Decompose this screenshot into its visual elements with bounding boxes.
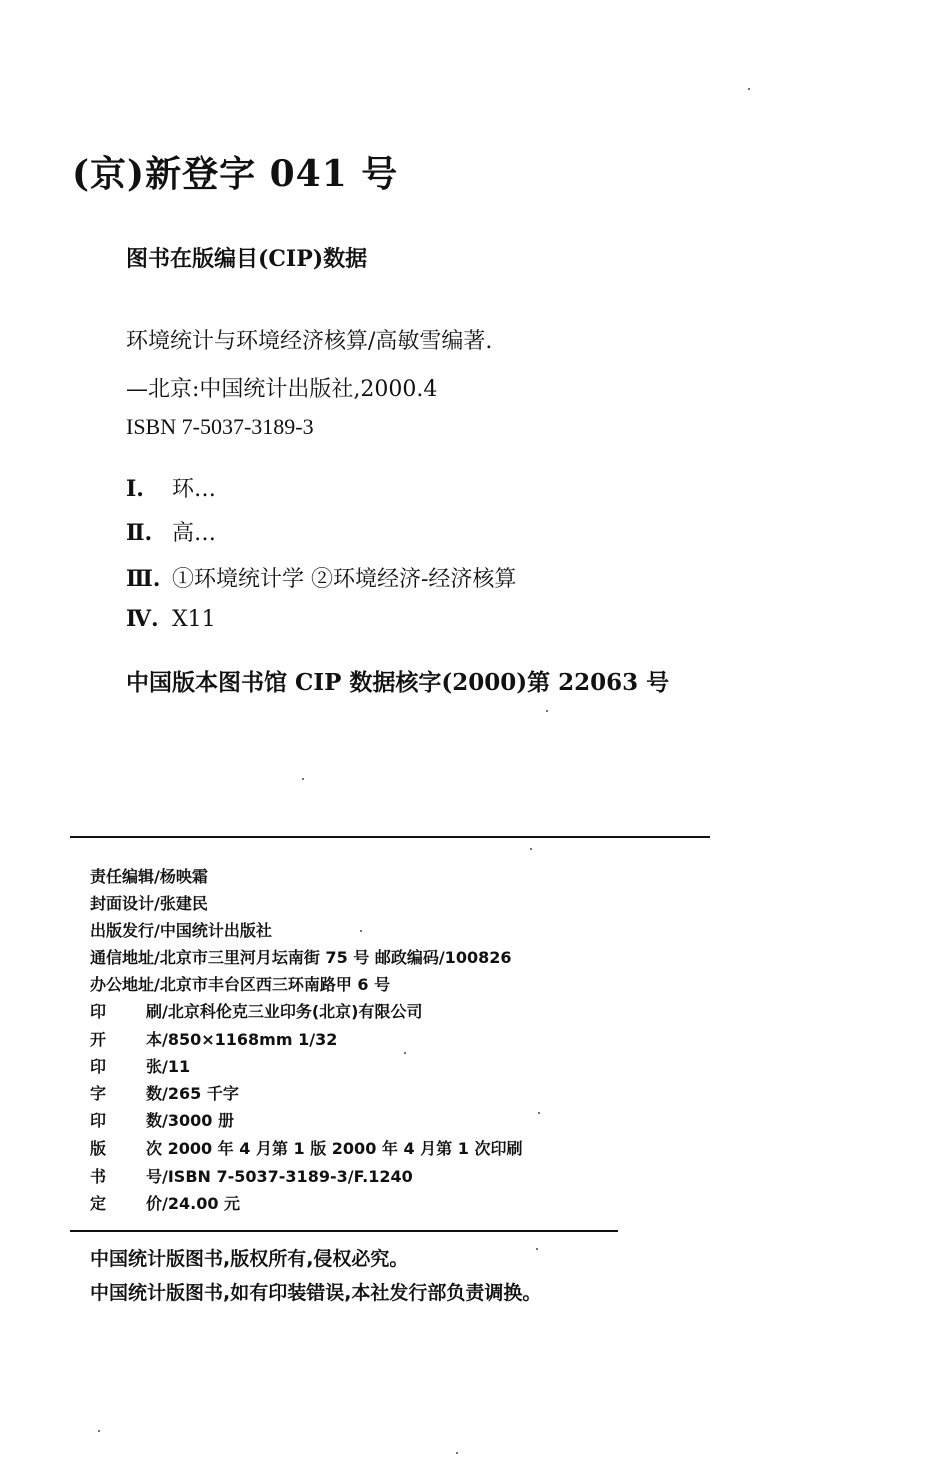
cip-index-entry bbox=[126, 516, 216, 547]
imprint-label: 封面设计/ bbox=[90, 894, 160, 913]
imprint-label: 责任编辑/ bbox=[90, 867, 160, 886]
imprint-row bbox=[90, 1136, 522, 1159]
imprint-label: 印 bbox=[90, 1057, 107, 1076]
registration-number: (京)新登字 041 号 bbox=[72, 153, 399, 195]
index-text: X11 bbox=[172, 607, 216, 632]
imprint-row bbox=[90, 1108, 234, 1131]
scan-speck bbox=[546, 710, 548, 712]
cip-isbn-line: ISBN 7-5037-3189-3 bbox=[126, 414, 314, 439]
imprint-value: 数/3000 册 bbox=[146, 1111, 234, 1130]
imprint-value: 张建民 bbox=[159, 894, 208, 913]
scan-speck bbox=[538, 1112, 540, 1114]
imprint-row bbox=[90, 972, 390, 995]
cip-check-number: 中国版本图书馆 CIP 数据核字(2000)第 22063 号 bbox=[126, 669, 670, 696]
index-numeral: Ⅰ. bbox=[126, 476, 144, 502]
imprint-row bbox=[90, 864, 208, 887]
imprint-label: 书 bbox=[90, 1167, 107, 1186]
imprint-value: 张/11 bbox=[146, 1057, 191, 1076]
cip-publisher-line: —北京:中国统计出版社,2000.4 bbox=[126, 377, 438, 402]
index-text: ①环境统计学 ②环境经济-经济核算 bbox=[172, 567, 517, 592]
imprint-value: 刷/北京科伦克三业印务(北京)有限公司 bbox=[146, 1002, 423, 1021]
bottom-divider bbox=[70, 1230, 618, 1232]
cip-heading: 图书在版编目(CIP)数据 bbox=[126, 246, 368, 272]
index-numeral: Ⅱ. bbox=[126, 520, 153, 546]
imprint-label: 办公地址/ bbox=[90, 975, 160, 994]
cip-index-entry bbox=[126, 562, 516, 593]
imprint-label: 出版发行/ bbox=[90, 921, 160, 940]
imprint-row bbox=[90, 999, 422, 1022]
imprint-value: 号/ISBN 7-5037-3189-3/F.1240 bbox=[146, 1167, 413, 1186]
imprint-row bbox=[90, 1191, 240, 1214]
imprint-row bbox=[90, 1054, 190, 1077]
imprint-row bbox=[90, 945, 511, 968]
index-text: 环… bbox=[172, 477, 217, 502]
misprint-notice: 中国统计版图书,如有印装错误,本社发行部负责调换。 bbox=[90, 1282, 542, 1304]
imprint-value: 杨映霜 bbox=[159, 867, 208, 886]
top-divider bbox=[70, 836, 710, 838]
imprint-row bbox=[90, 918, 272, 941]
scan-speck bbox=[98, 1430, 100, 1432]
imprint-label: 印 bbox=[90, 1111, 107, 1130]
imprint-value: 次 2000 年 4 月第 1 版 2000 年 4 月第 1 次印刷 bbox=[146, 1139, 523, 1158]
imprint-label: 字 bbox=[90, 1084, 107, 1103]
imprint-row bbox=[90, 1081, 239, 1104]
imprint-value: 北京市三里河月坛南街 75 号 邮政编码/100826 bbox=[159, 948, 512, 967]
scan-speck bbox=[404, 1052, 406, 1054]
copyright-notice: 中国统计版图书,版权所有,侵权必究。 bbox=[90, 1248, 409, 1270]
imprint-value: 北京市丰台区西三环南路甲 6 号 bbox=[159, 975, 391, 994]
index-text: 高… bbox=[172, 521, 217, 546]
imprint-label: 通信地址/ bbox=[90, 948, 160, 967]
cip-index-entry bbox=[126, 606, 216, 632]
imprint-label: 版 bbox=[90, 1139, 107, 1158]
scan-speck bbox=[748, 88, 750, 90]
imprint-label: 定 bbox=[90, 1194, 107, 1213]
imprint-value: 中国统计出版社 bbox=[159, 921, 272, 940]
imprint-row bbox=[90, 891, 208, 914]
imprint-row bbox=[90, 1027, 337, 1050]
scan-speck bbox=[302, 778, 304, 780]
scan-speck bbox=[530, 848, 532, 850]
imprint-row bbox=[90, 1164, 413, 1187]
imprint-label: 开 bbox=[90, 1030, 107, 1049]
cip-title-line: 环境统计与环境经济核算/高敏雪编著. bbox=[126, 329, 493, 354]
scan-speck bbox=[536, 1248, 538, 1250]
imprint-value: 数/265 千字 bbox=[146, 1084, 239, 1103]
cip-index-entry bbox=[126, 472, 216, 503]
scan-speck bbox=[360, 930, 362, 932]
imprint-value: 价/24.00 元 bbox=[146, 1194, 241, 1213]
index-numeral: Ⅲ. bbox=[126, 566, 161, 592]
imprint-value: 本/850×1168mm 1/32 bbox=[146, 1030, 338, 1049]
index-numeral: Ⅳ. bbox=[126, 606, 159, 632]
imprint-label: 印 bbox=[90, 1002, 107, 1021]
scan-speck bbox=[456, 1452, 458, 1454]
